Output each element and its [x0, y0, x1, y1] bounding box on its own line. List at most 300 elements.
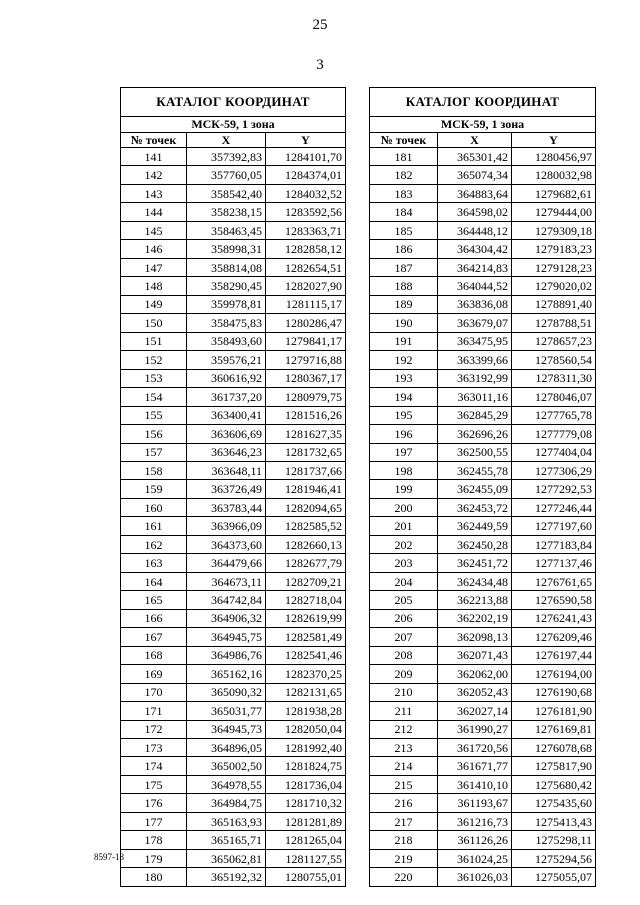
point-number-cell: 205: [370, 591, 438, 609]
table-row: [370, 461, 596, 479]
table-row: [121, 517, 346, 535]
y-coordinate-cell: 1278891,40: [512, 295, 596, 313]
x-coordinate-cell: 362455,09: [438, 480, 512, 498]
point-number-cell: 203: [370, 554, 438, 572]
y-coordinate-cell: 1276590,58: [512, 591, 596, 609]
x-coordinate-cell: 362027,14: [438, 702, 512, 720]
table-row: [121, 757, 346, 775]
table-row: [370, 425, 596, 443]
table-row: [370, 665, 596, 683]
x-coordinate-cell: 362062,00: [438, 665, 512, 683]
table-row: [370, 258, 596, 276]
y-coordinate-cell: 1280367,17: [266, 369, 346, 387]
x-coordinate-cell: 362451,72: [438, 554, 512, 572]
x-coordinate-cell: 362202,19: [438, 609, 512, 627]
point-number-cell: 204: [370, 572, 438, 590]
x-coordinate-cell: 358998,31: [187, 240, 266, 258]
y-coordinate-cell: 1278560,54: [512, 351, 596, 369]
y-coordinate-cell: 1279020,02: [512, 277, 596, 295]
x-coordinate-cell: 365162,16: [187, 665, 266, 683]
col-header-point-number: № точек: [121, 133, 187, 148]
catalog-title: КАТАЛОГ КООРДИНАТ: [121, 88, 346, 117]
col-header-x: X: [438, 133, 512, 148]
y-coordinate-cell: 1276761,65: [512, 572, 596, 590]
y-coordinate-cell: 1281824,75: [266, 757, 346, 775]
table-row: [370, 591, 596, 609]
point-number-cell: 161: [121, 517, 187, 535]
table-row: [370, 148, 596, 166]
y-coordinate-cell: 1276190,68: [512, 683, 596, 701]
y-coordinate-cell: 1282654,51: [266, 258, 346, 276]
table-row: [370, 277, 596, 295]
point-number-cell: 148: [121, 277, 187, 295]
y-coordinate-cell: 1281732,65: [266, 443, 346, 461]
x-coordinate-cell: 361024,25: [438, 849, 512, 867]
table-row: [370, 221, 596, 239]
table-row: [121, 166, 346, 184]
y-coordinate-cell: 1278046,07: [512, 388, 596, 406]
table-row: [121, 665, 346, 683]
catalog-rows: [121, 148, 346, 887]
table-row: [121, 646, 346, 664]
table-row: [121, 277, 346, 295]
y-coordinate-cell: 1280286,47: [266, 314, 346, 332]
point-number-cell: 186: [370, 240, 438, 258]
x-coordinate-cell: 363399,66: [438, 351, 512, 369]
y-coordinate-cell: 1279309,18: [512, 221, 596, 239]
table-row: [370, 369, 596, 387]
x-coordinate-cell: 358238,15: [187, 203, 266, 221]
x-coordinate-cell: 363646,23: [187, 443, 266, 461]
x-coordinate-cell: 359576,21: [187, 351, 266, 369]
table-row: [370, 535, 596, 553]
point-number-cell: 212: [370, 720, 438, 738]
x-coordinate-cell: 358493,60: [187, 332, 266, 350]
x-coordinate-cell: 362449,59: [438, 517, 512, 535]
y-coordinate-cell: 1281736,04: [266, 775, 346, 793]
document-code: 8597-18: [94, 852, 124, 862]
x-coordinate-cell: 364373,60: [187, 535, 266, 553]
x-coordinate-cell: 364978,55: [187, 775, 266, 793]
point-number-cell: 213: [370, 739, 438, 757]
table-row: [121, 591, 346, 609]
table-row: [370, 240, 596, 258]
table-row: [370, 517, 596, 535]
point-number-cell: 175: [121, 775, 187, 793]
col-header-x: X: [187, 133, 266, 148]
y-coordinate-cell: 1282709,21: [266, 572, 346, 590]
x-coordinate-cell: 364945,73: [187, 720, 266, 738]
point-number-cell: 197: [370, 443, 438, 461]
table-row: [370, 406, 596, 424]
x-coordinate-cell: 365062,81: [187, 849, 266, 867]
table-row: [370, 831, 596, 849]
point-number-cell: 171: [121, 702, 187, 720]
x-coordinate-cell: 364044,52: [438, 277, 512, 295]
x-coordinate-cell: 365090,32: [187, 683, 266, 701]
point-number-cell: 220: [370, 868, 438, 886]
table-row: [370, 314, 596, 332]
point-number-cell: 195: [370, 406, 438, 424]
table-row: [121, 369, 346, 387]
x-coordinate-cell: 363475,95: [438, 332, 512, 350]
point-number-cell: 194: [370, 388, 438, 406]
x-coordinate-cell: 364883,64: [438, 184, 512, 202]
point-number-cell: 187: [370, 258, 438, 276]
point-number-cell: 196: [370, 425, 438, 443]
x-coordinate-cell: 364945,75: [187, 628, 266, 646]
y-coordinate-cell: 1278311,30: [512, 369, 596, 387]
x-coordinate-cell: 364673,11: [187, 572, 266, 590]
coordinate-system-label: МСК-59, 1 зона: [370, 117, 596, 133]
x-coordinate-cell: 363011,16: [438, 388, 512, 406]
y-coordinate-cell: 1277765,78: [512, 406, 596, 424]
table-row: [370, 498, 596, 516]
point-number-cell: 182: [370, 166, 438, 184]
y-coordinate-cell: 1279716,88: [266, 351, 346, 369]
table-row: [121, 443, 346, 461]
point-number-cell: 149: [121, 295, 187, 313]
table-row: [121, 295, 346, 313]
table-row: [370, 388, 596, 406]
y-coordinate-cell: 1281627,35: [266, 425, 346, 443]
y-coordinate-cell: 1282094,65: [266, 498, 346, 516]
point-number-cell: 189: [370, 295, 438, 313]
table-row: [121, 258, 346, 276]
table-row: [370, 184, 596, 202]
table-row: [121, 812, 346, 830]
x-coordinate-cell: 358542,40: [187, 184, 266, 202]
point-number-cell: 147: [121, 258, 187, 276]
y-coordinate-cell: 1276194,00: [512, 665, 596, 683]
y-coordinate-cell: 1282541,46: [266, 646, 346, 664]
x-coordinate-cell: 363966,09: [187, 517, 266, 535]
point-number-cell: 199: [370, 480, 438, 498]
table-row: [370, 351, 596, 369]
table-row: [121, 868, 346, 886]
point-number-cell: 209: [370, 665, 438, 683]
y-coordinate-cell: 1283363,71: [266, 221, 346, 239]
x-coordinate-cell: 364984,75: [187, 794, 266, 812]
y-coordinate-cell: 1282619,99: [266, 609, 346, 627]
point-number-cell: 191: [370, 332, 438, 350]
y-coordinate-cell: 1279841,17: [266, 332, 346, 350]
table-row: [370, 332, 596, 350]
point-number-cell: 165: [121, 591, 187, 609]
x-coordinate-cell: 362434,48: [438, 572, 512, 590]
point-number-cell: 216: [370, 794, 438, 812]
y-coordinate-cell: 1277306,29: [512, 461, 596, 479]
table-row: [121, 203, 346, 221]
point-number-cell: 177: [121, 812, 187, 830]
table-row: [370, 683, 596, 701]
coordinate-system-label: МСК-59, 1 зона: [121, 117, 346, 133]
table-row: [121, 609, 346, 627]
x-coordinate-cell: 365163,93: [187, 812, 266, 830]
y-coordinate-cell: 1284032,52: [266, 184, 346, 202]
y-coordinate-cell: 1276197,44: [512, 646, 596, 664]
x-coordinate-cell: 362098,13: [438, 628, 512, 646]
x-coordinate-cell: 362213,88: [438, 591, 512, 609]
point-number-cell: 198: [370, 461, 438, 479]
x-coordinate-cell: 365031,77: [187, 702, 266, 720]
y-coordinate-cell: 1281516,26: [266, 406, 346, 424]
x-coordinate-cell: 358463,45: [187, 221, 266, 239]
y-coordinate-cell: 1277779,08: [512, 425, 596, 443]
y-coordinate-cell: 1275680,42: [512, 775, 596, 793]
point-number-cell: 219: [370, 849, 438, 867]
y-coordinate-cell: 1282370,25: [266, 665, 346, 683]
y-coordinate-cell: 1281127,55: [266, 849, 346, 867]
point-number-cell: 169: [121, 665, 187, 683]
point-number-cell: 211: [370, 702, 438, 720]
table-row: [121, 794, 346, 812]
y-coordinate-cell: 1281992,40: [266, 739, 346, 757]
y-coordinate-cell: 1275413,43: [512, 812, 596, 830]
y-coordinate-cell: 1277197,60: [512, 517, 596, 535]
x-coordinate-cell: 362455,78: [438, 461, 512, 479]
table-row: [370, 166, 596, 184]
point-number-cell: 141: [121, 148, 187, 166]
point-number-cell: 152: [121, 351, 187, 369]
x-coordinate-cell: 362500,55: [438, 443, 512, 461]
table-row: [370, 554, 596, 572]
y-coordinate-cell: 1276209,46: [512, 628, 596, 646]
y-coordinate-cell: 1281737,66: [266, 461, 346, 479]
y-coordinate-cell: 1282027,90: [266, 277, 346, 295]
x-coordinate-cell: 365002,50: [187, 757, 266, 775]
point-number-cell: 193: [370, 369, 438, 387]
point-number-cell: 167: [121, 628, 187, 646]
y-coordinate-cell: 1282581,49: [266, 628, 346, 646]
y-coordinate-cell: 1282677,79: [266, 554, 346, 572]
x-coordinate-cell: 364598,02: [438, 203, 512, 221]
point-number-cell: 218: [370, 831, 438, 849]
y-coordinate-cell: 1282131,65: [266, 683, 346, 701]
x-coordinate-cell: 363726,49: [187, 480, 266, 498]
point-number-cell: 142: [121, 166, 187, 184]
point-number-cell: 163: [121, 554, 187, 572]
table-row: [121, 739, 346, 757]
coordinate-catalog-left: [120, 87, 346, 887]
point-number-cell: 145: [121, 221, 187, 239]
x-coordinate-cell: 364214,83: [438, 258, 512, 276]
y-coordinate-cell: 1277292,53: [512, 480, 596, 498]
point-number-cell: 150: [121, 314, 187, 332]
y-coordinate-cell: 1277404,04: [512, 443, 596, 461]
x-coordinate-cell: 361671,77: [438, 757, 512, 775]
x-coordinate-cell: 364448,12: [438, 221, 512, 239]
point-number-cell: 201: [370, 517, 438, 535]
point-number-cell: 166: [121, 609, 187, 627]
x-coordinate-cell: 364304,42: [438, 240, 512, 258]
y-coordinate-cell: 1276241,43: [512, 609, 596, 627]
point-number-cell: 181: [370, 148, 438, 166]
x-coordinate-cell: 357760,05: [187, 166, 266, 184]
x-coordinate-cell: 362696,26: [438, 425, 512, 443]
y-coordinate-cell: 1275817,90: [512, 757, 596, 775]
point-number-cell: 146: [121, 240, 187, 258]
point-number-cell: 156: [121, 425, 187, 443]
table-row: [121, 831, 346, 849]
x-coordinate-cell: 363648,11: [187, 461, 266, 479]
x-coordinate-cell: 361193,67: [438, 794, 512, 812]
y-coordinate-cell: 1277246,44: [512, 498, 596, 516]
y-coordinate-cell: 1280979,75: [266, 388, 346, 406]
x-coordinate-cell: 365192,32: [187, 868, 266, 886]
point-number-cell: 162: [121, 535, 187, 553]
table-row: [121, 148, 346, 166]
table-row: [121, 314, 346, 332]
table-row: [121, 849, 346, 867]
x-coordinate-cell: 360616,92: [187, 369, 266, 387]
page-number: 25: [312, 17, 328, 33]
x-coordinate-cell: 363606,69: [187, 425, 266, 443]
table-row: [370, 775, 596, 793]
y-coordinate-cell: 1277137,46: [512, 554, 596, 572]
sheet-number: 3: [316, 57, 324, 73]
table-row: [121, 425, 346, 443]
table-row: [121, 720, 346, 738]
table-row: [370, 702, 596, 720]
x-coordinate-cell: 364479,66: [187, 554, 266, 572]
x-coordinate-cell: 363836,08: [438, 295, 512, 313]
table-row: [370, 794, 596, 812]
table-row: [121, 351, 346, 369]
table-row: [370, 203, 596, 221]
x-coordinate-cell: 365165,71: [187, 831, 266, 849]
y-coordinate-cell: 1284374,01: [266, 166, 346, 184]
col-header-point-number: № точек: [370, 133, 438, 148]
x-coordinate-cell: 363400,41: [187, 406, 266, 424]
table-row: [370, 628, 596, 646]
point-number-cell: 210: [370, 683, 438, 701]
point-number-cell: 190: [370, 314, 438, 332]
x-coordinate-cell: 362052,43: [438, 683, 512, 701]
table-row: [121, 498, 346, 516]
point-number-cell: 208: [370, 646, 438, 664]
y-coordinate-cell: 1282660,13: [266, 535, 346, 553]
x-coordinate-cell: 361990,27: [438, 720, 512, 738]
col-header-y: Y: [266, 133, 346, 148]
table-row: [121, 332, 346, 350]
y-coordinate-cell: 1275435,60: [512, 794, 596, 812]
y-coordinate-cell: 1276181,90: [512, 702, 596, 720]
table-row: [121, 775, 346, 793]
table-row: [121, 702, 346, 720]
catalog-title: КАТАЛОГ КООРДИНАТ: [370, 88, 596, 117]
y-coordinate-cell: 1282718,04: [266, 591, 346, 609]
x-coordinate-cell: 365074,34: [438, 166, 512, 184]
catalog-rows: [370, 148, 596, 887]
x-coordinate-cell: 362453,72: [438, 498, 512, 516]
table-row: [121, 461, 346, 479]
table-row: [121, 628, 346, 646]
y-coordinate-cell: 1280032,98: [512, 166, 596, 184]
point-number-cell: 183: [370, 184, 438, 202]
point-number-cell: 164: [121, 572, 187, 590]
y-coordinate-cell: 1280456,97: [512, 148, 596, 166]
x-coordinate-cell: 358814,08: [187, 258, 266, 276]
point-number-cell: 202: [370, 535, 438, 553]
x-coordinate-cell: 365301,42: [438, 148, 512, 166]
x-coordinate-cell: 362450,28: [438, 535, 512, 553]
y-coordinate-cell: 1281281,89: [266, 812, 346, 830]
x-coordinate-cell: 361216,73: [438, 812, 512, 830]
y-coordinate-cell: 1281946,41: [266, 480, 346, 498]
table-row: [121, 406, 346, 424]
point-number-cell: 158: [121, 461, 187, 479]
table-row: [370, 757, 596, 775]
point-number-cell: 217: [370, 812, 438, 830]
point-number-cell: 159: [121, 480, 187, 498]
y-coordinate-cell: 1281115,17: [266, 295, 346, 313]
table-row: [121, 572, 346, 590]
x-coordinate-cell: 358475,83: [187, 314, 266, 332]
table-row: [121, 221, 346, 239]
table-row: [121, 554, 346, 572]
point-number-cell: 200: [370, 498, 438, 516]
table-row: [370, 812, 596, 830]
y-coordinate-cell: 1277183,84: [512, 535, 596, 553]
y-coordinate-cell: 1281938,28: [266, 702, 346, 720]
point-number-cell: 184: [370, 203, 438, 221]
point-number-cell: 143: [121, 184, 187, 202]
point-number-cell: 207: [370, 628, 438, 646]
y-coordinate-cell: 1281265,04: [266, 831, 346, 849]
x-coordinate-cell: 358290,45: [187, 277, 266, 295]
point-number-cell: 214: [370, 757, 438, 775]
point-number-cell: 144: [121, 203, 187, 221]
x-coordinate-cell: 364986,76: [187, 646, 266, 664]
x-coordinate-cell: 364906,32: [187, 609, 266, 627]
table-row: [121, 240, 346, 258]
x-coordinate-cell: 363679,07: [438, 314, 512, 332]
y-coordinate-cell: 1275294,56: [512, 849, 596, 867]
point-number-cell: 157: [121, 443, 187, 461]
y-coordinate-cell: 1284101,70: [266, 148, 346, 166]
y-coordinate-cell: 1282585,52: [266, 517, 346, 535]
coordinate-catalog-right: [369, 87, 596, 887]
point-number-cell: 174: [121, 757, 187, 775]
point-number-cell: 179: [121, 849, 187, 867]
table-row: [370, 480, 596, 498]
x-coordinate-cell: 361126,26: [438, 831, 512, 849]
table-row: [370, 609, 596, 627]
y-coordinate-cell: 1275298,11: [512, 831, 596, 849]
x-coordinate-cell: 362071,43: [438, 646, 512, 664]
point-number-cell: 154: [121, 388, 187, 406]
x-coordinate-cell: 357392,83: [187, 148, 266, 166]
x-coordinate-cell: 359978,81: [187, 295, 266, 313]
table-row: [370, 572, 596, 590]
point-number-cell: 170: [121, 683, 187, 701]
x-coordinate-cell: 363783,44: [187, 498, 266, 516]
table-row: [121, 184, 346, 202]
y-coordinate-cell: 1279682,61: [512, 184, 596, 202]
point-number-cell: 180: [121, 868, 187, 886]
point-number-cell: 185: [370, 221, 438, 239]
x-coordinate-cell: 361737,20: [187, 388, 266, 406]
x-coordinate-cell: 361410,10: [438, 775, 512, 793]
point-number-cell: 168: [121, 646, 187, 664]
point-number-cell: 188: [370, 277, 438, 295]
point-number-cell: 173: [121, 739, 187, 757]
point-number-cell: 176: [121, 794, 187, 812]
y-coordinate-cell: 1282050,04: [266, 720, 346, 738]
y-coordinate-cell: 1279444,00: [512, 203, 596, 221]
point-number-cell: 192: [370, 351, 438, 369]
